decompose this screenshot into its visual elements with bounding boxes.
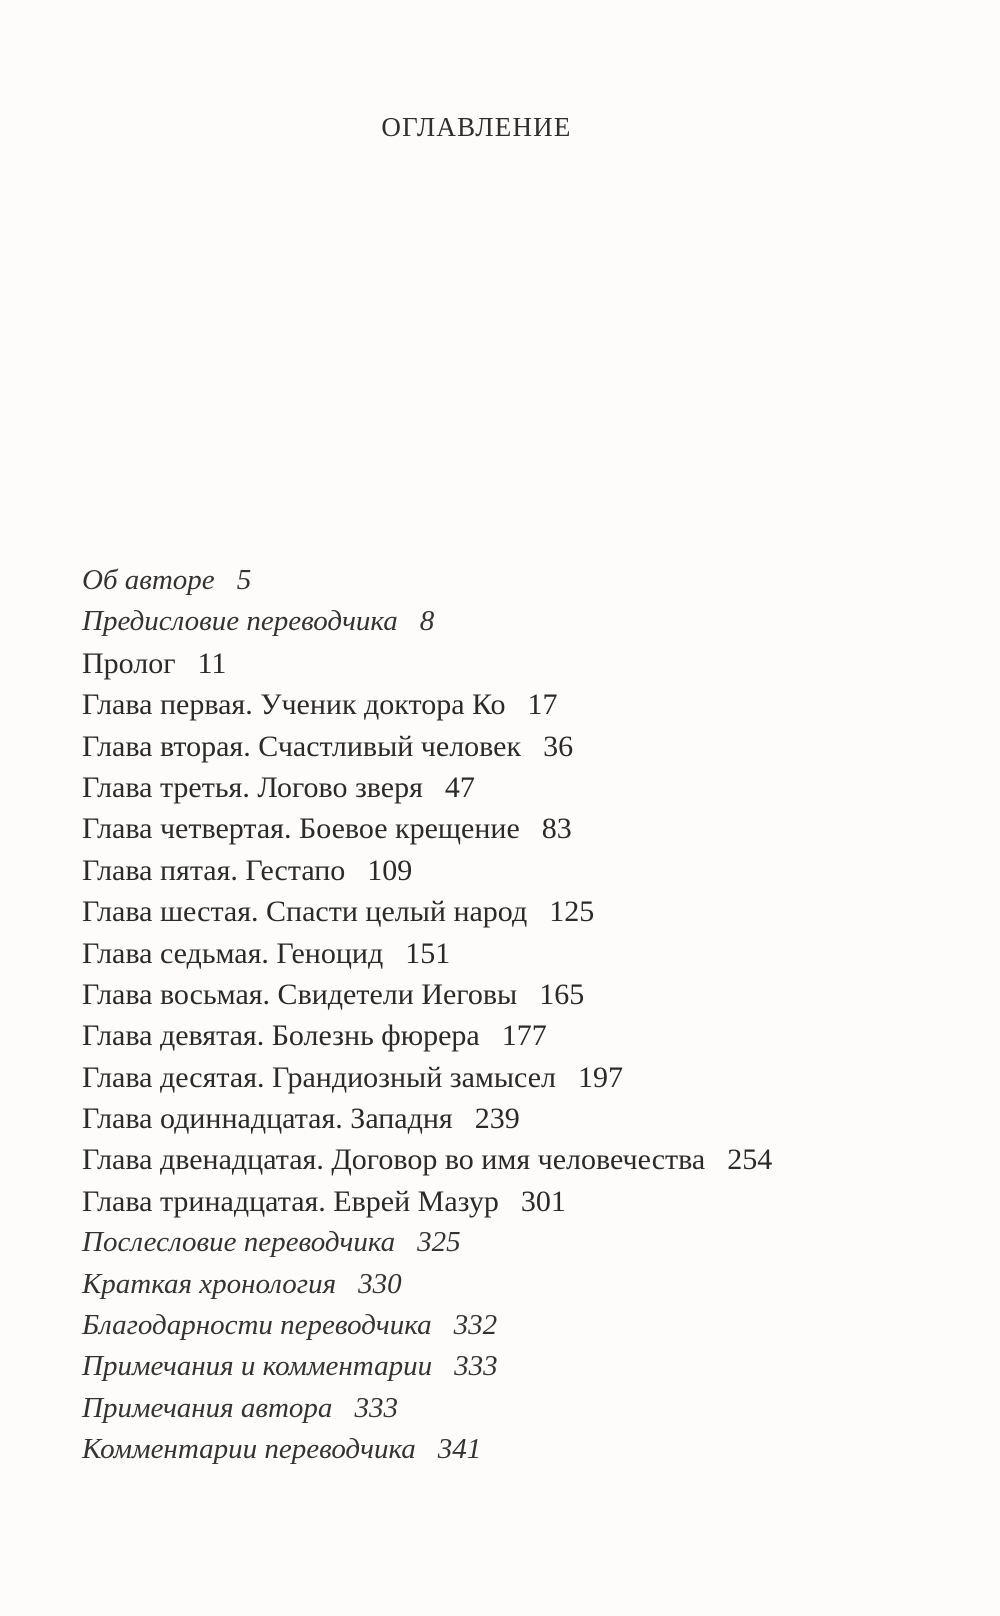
- toc-entry[interactable]: [82, 1139, 772, 1180]
- toc-entry[interactable]: [82, 601, 772, 642]
- toc-entry-title: Глава первая. Ученик доктора Ко: [82, 688, 506, 722]
- toc-entry-title: Глава вторая. Счастливый человек: [82, 729, 522, 763]
- toc-entry-title: Примечания автора: [82, 1391, 333, 1424]
- page-title: ОГЛАВЛЕНИЕ: [381, 112, 572, 142]
- toc-entry[interactable]: [82, 1057, 772, 1098]
- toc-entry[interactable]: [82, 643, 772, 684]
- toc-entry[interactable]: [82, 767, 772, 808]
- toc-entry-title: Глава тринадцатая. Еврей Мазур: [82, 1184, 499, 1218]
- toc-entry-page-number: 177: [501, 1019, 547, 1053]
- toc-entry-title: Предисловие переводчика: [82, 605, 398, 638]
- toc-entry[interactable]: [82, 560, 772, 601]
- toc-entry[interactable]: [82, 1181, 772, 1222]
- toc-entry-title: Краткая хронология: [82, 1267, 337, 1300]
- toc-entry[interactable]: [82, 974, 772, 1015]
- toc-entry-page-number: 11: [197, 646, 227, 680]
- toc-entry-title: Послесловие переводчика: [82, 1226, 396, 1259]
- toc-entry-title: Благодарности переводчика: [82, 1309, 432, 1342]
- toc-entry-title: Глава седьмая. Геноцид: [82, 936, 384, 970]
- toc-entry[interactable]: [82, 1305, 772, 1346]
- toc-entry-title: Глава пятая. Гестапо: [82, 853, 346, 887]
- toc-entry-title: Комментарии переводчика: [82, 1433, 416, 1466]
- toc-entry-title: Глава девятая. Болезнь фюрера: [82, 1019, 480, 1053]
- toc-entry-page-number: 5: [236, 564, 252, 596]
- toc-entry[interactable]: [82, 891, 772, 932]
- toc-entry[interactable]: [82, 933, 772, 974]
- toc-entry[interactable]: [82, 1388, 772, 1429]
- toc-entry-page-number: 8: [419, 605, 435, 638]
- toc-entry[interactable]: [82, 1098, 772, 1139]
- toc-entry[interactable]: [82, 850, 772, 891]
- toc-entry-page-number: 47: [444, 770, 475, 804]
- toc-entry-page-number: 165: [539, 977, 585, 1011]
- toc-entry-page-number: 341: [437, 1433, 482, 1466]
- toc-entry[interactable]: [82, 1222, 772, 1263]
- toc-entry-page-number: 330: [358, 1267, 402, 1300]
- toc-entry[interactable]: [82, 1264, 772, 1305]
- toc-entry[interactable]: [82, 1015, 772, 1056]
- toc-entry-title: Пролог: [82, 646, 176, 680]
- toc-entry-page-number: 109: [367, 853, 413, 887]
- toc-entry-page-number: 17: [527, 688, 558, 722]
- toc-entry-page-number: 239: [474, 1102, 520, 1136]
- toc-entry-page-number: 125: [549, 895, 595, 929]
- toc-entry-title: Глава шестая. Спасти целый народ: [82, 895, 528, 929]
- toc-entry-page-number: 151: [405, 936, 451, 970]
- table-of-contents: [82, 560, 772, 1471]
- toc-entry[interactable]: [82, 808, 772, 849]
- toc-entry-page-number: 197: [578, 1060, 624, 1094]
- toc-entry-title: Об авторе: [82, 564, 215, 596]
- toc-entry-page-number: 333: [354, 1391, 398, 1424]
- toc-entry-page-number: 83: [541, 812, 572, 846]
- toc-entry-title: Глава четвертая. Боевое крещение: [82, 812, 520, 846]
- toc-entry-title: Глава двенадцатая. Договор во имя человечества: [82, 1143, 706, 1177]
- toc-entry-title: Глава восьмая. Свидетели Иеговы: [82, 977, 518, 1011]
- toc-entry-page-number: 36: [543, 729, 574, 763]
- toc-entry[interactable]: [82, 1429, 772, 1470]
- toc-entry-page-number: 332: [453, 1309, 498, 1342]
- toc-entry-title: Глава третья. Логово зверя: [82, 770, 423, 804]
- toc-entry-title: Глава одиннадцатая. Западня: [82, 1102, 453, 1136]
- toc-entry-page-number: 301: [520, 1184, 566, 1218]
- toc-entry-title: Примечания и комментарии: [82, 1350, 433, 1383]
- toc-entry[interactable]: [82, 684, 772, 725]
- toc-entry-page-number: 333: [454, 1350, 498, 1383]
- toc-entry[interactable]: [82, 1346, 772, 1387]
- toc-entry[interactable]: [82, 726, 772, 767]
- toc-entry-title: Глава десятая. Грандиозный замысел: [82, 1060, 557, 1094]
- toc-entry-page-number: 254: [727, 1143, 773, 1177]
- toc-entry-page-number: 325: [417, 1226, 461, 1259]
